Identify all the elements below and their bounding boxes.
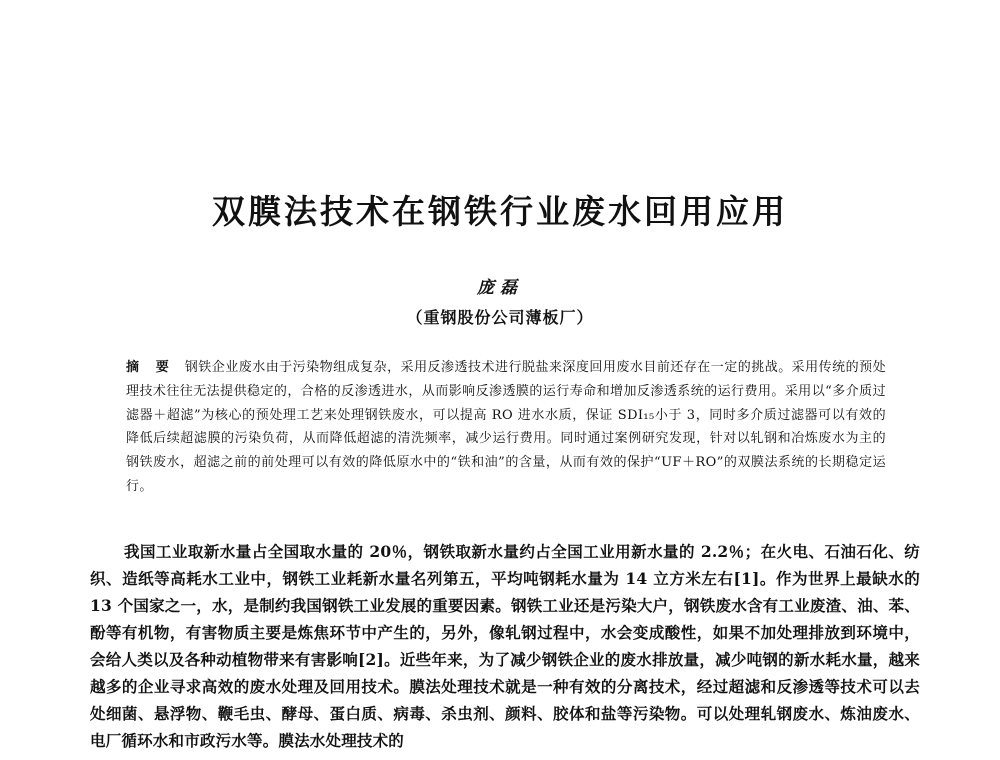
body-paragraph: 我国工业取新水量占全国取水量的 20％，钢铁取新水量约占全国工业用新水量的 2.2％；在火电、石油石化、纺织、造纸等高耗水工业中，钢铁工业耗新水量名列第五，平均吨钢耗水量为 14 立方米左右[1]。作为世界上最缺水的 13 个国家之一，水，是制约我国钢铁工业发展的重要因素。钢铁工业还是污染大户，钢铁废水含有工业废渣、油、苯、酚等有机物，有害物质主要是炼焦环节中产生的，另外，像轧钢过程中，水会变成酸性，如果不加处理排放到环境中，会给人类以及各种动植物带来有害影响[2]。近些年来，为了减少钢铁企业的废水排放量，减少吨钢的新水耗水量，越来越多的企业寻求高效的废水处理及回用技术。膜法处理技术就是一种有效的分离技术，经过超滤和反渗透等技术可以去处细菌、悬浮物、鞭毛虫、酵母、蛋白质、病毒、杀虫剂、颜料、胶体和盐等污染物。可以处理轧钢废水、炼油废水、电厂循环水和市政污水等。膜法水处理技术的 <box>90 542 920 750</box>
abstract-label: 摘 要 <box>126 360 175 375</box>
author-affiliation: （重钢股份公司薄板厂） <box>406 308 594 327</box>
abstract-text: 钢铁企业废水由于污染物组成复杂，采用反渗透技术进行脱盐来深度回用废水目前还存在一定的挑战。采用传统的预处理技术往往无法提供稳定的，合格的反渗透进水，从而影响反渗透膜的运行寿命和增加反渗透系统的运行费用。采用以“多介质过滤器＋超滤”为核心的预处理工艺来处理钢铁废水，可以提高 RO 进水水质，保证 SDI₁₅小于 3，同时多介质过滤器可以有效的降低后续超滤膜的污染负荷，从而降低超滤的清洗频率，减少运行费用。同时通过案例研究发现，针对以轧钢和冶炼废水为主的钢铁废水，超滤之前的前处理可以有效的降低原水中的“铁和油”的含量，从而有效的保护“UF＋RO”的双膜法系统的长期稳定运行。 <box>126 360 886 494</box>
author-name: 庞磊 <box>477 278 523 298</box>
paper-title: 双膜法技术在钢铁行业废水回用应用 <box>212 192 788 231</box>
abstract <box>126 356 886 499</box>
